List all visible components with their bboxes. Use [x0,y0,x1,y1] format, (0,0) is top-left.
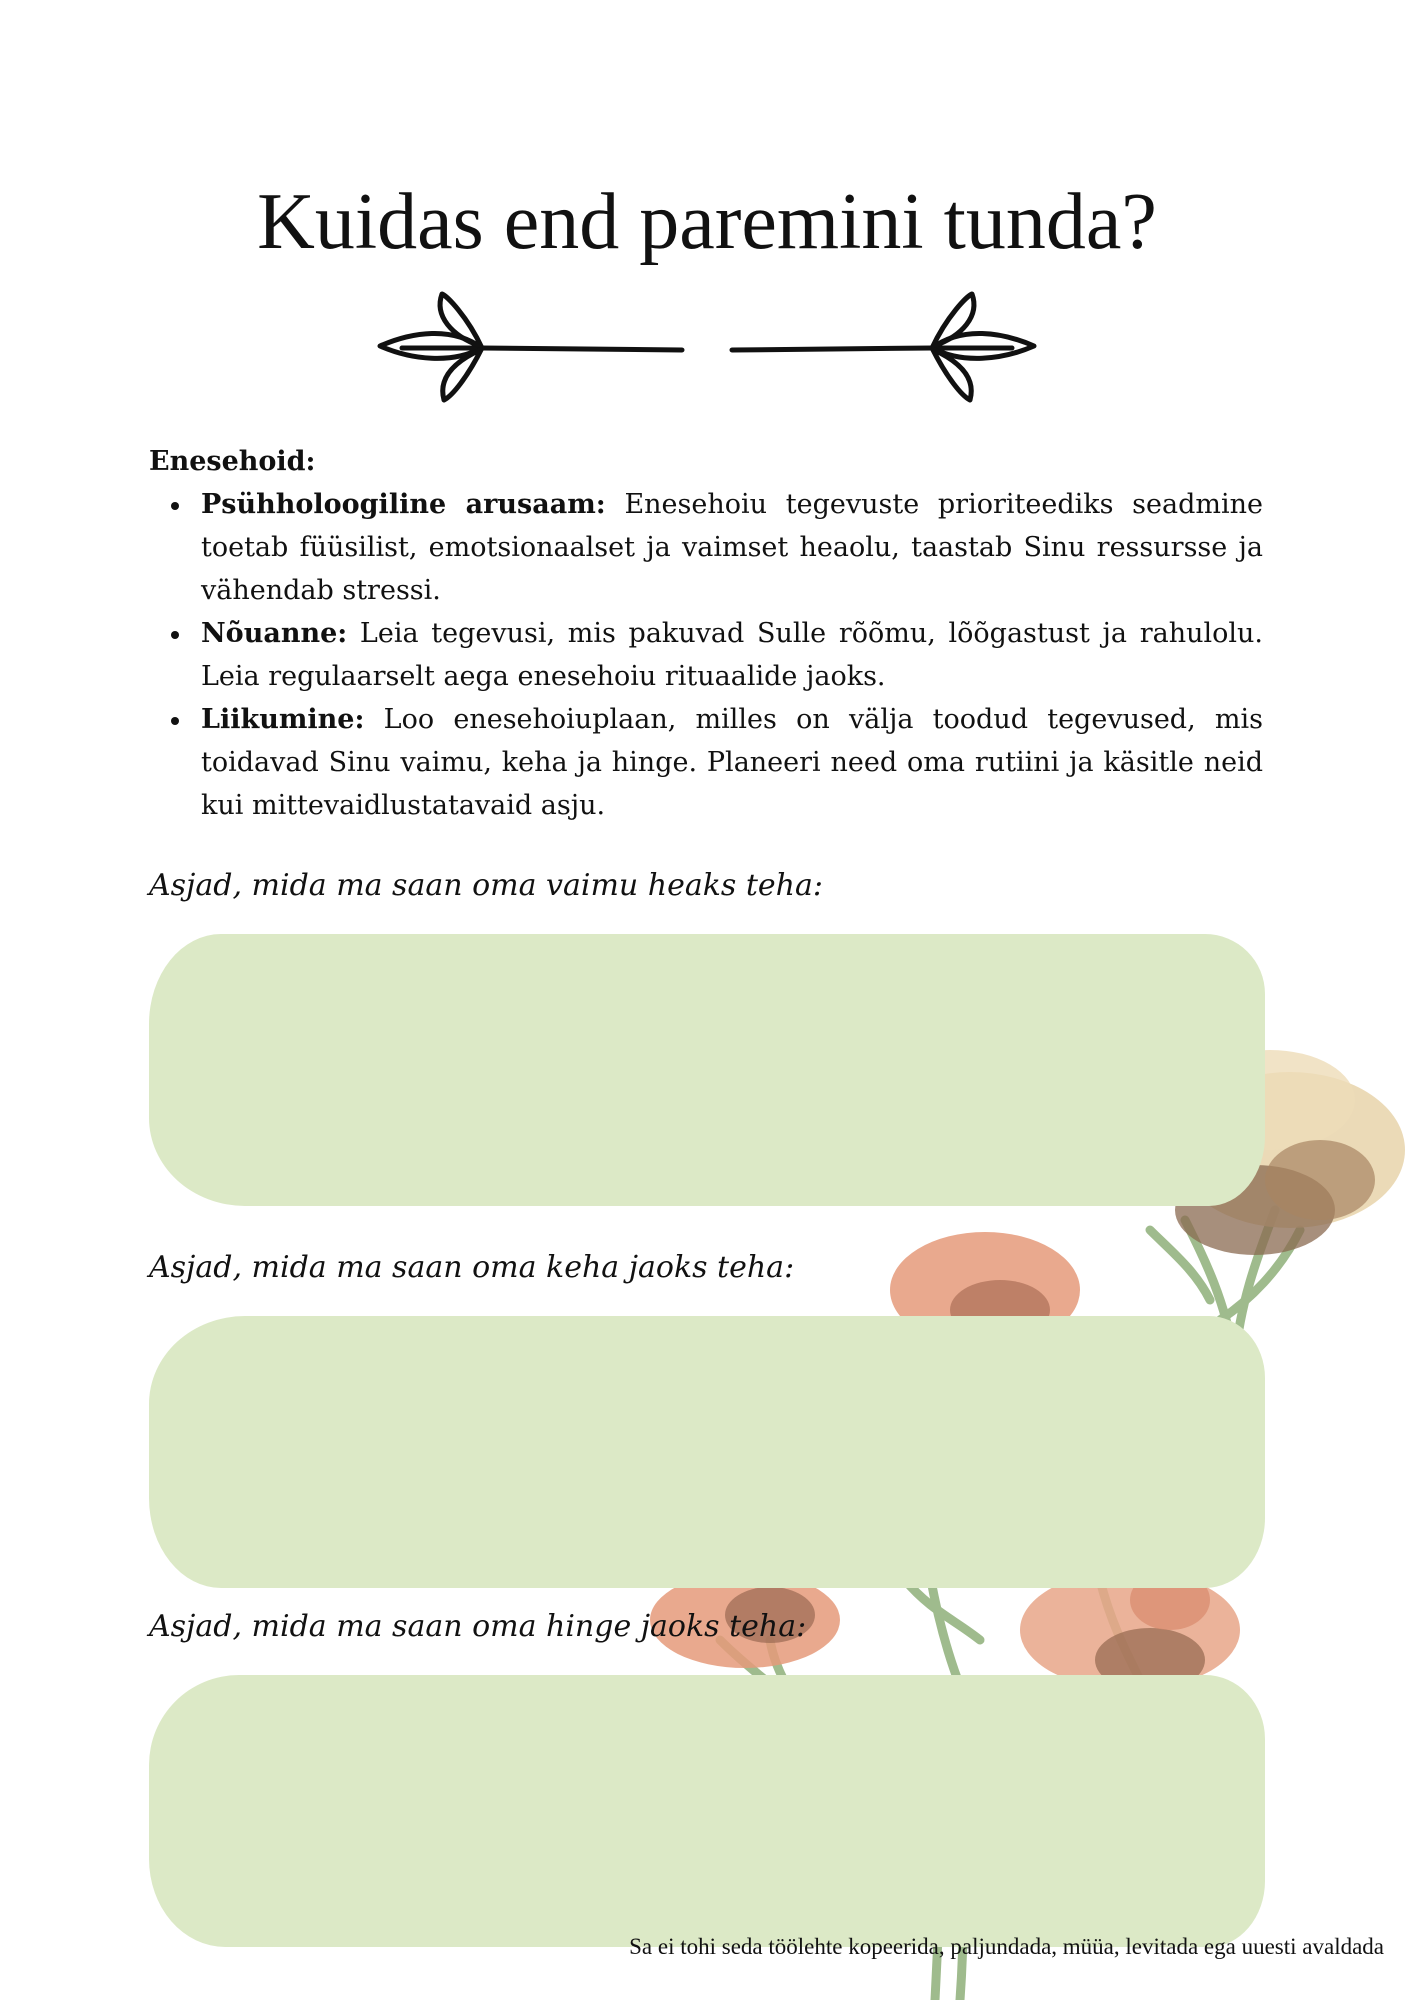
page-title: Kuidas end paremini tunda? [257,178,1157,266]
bullet-text: Leia tegevusi, mis pakuvad Sulle rõõmu, lõõgastust ja rahulolu. Leia regulaarselt aega enesehoiu rituaalide jaoks. [201,618,1263,692]
bullet-text: Loo enesehoiuplaan, milles on välja toodud tegevused, mis toidavad Sinu vaimu, keha ja hinge. Planeeri need oma rutiini ja käsitle neid kui mittevaidlustatavaid asju. [201,704,1263,821]
copyright-notice: Sa ei tohi seda töölehte kopeerida, paljundada, müüa, levitada ega uuesti avaldada [629,1934,1384,1959]
prompt-body: Asjad, mida ma saan oma keha jaoks teha: [149,1250,795,1285]
mind-answer-box[interactable] [149,934,1265,1206]
bullet-term: Nõuanne: [201,618,348,649]
bullet-term: Psühholoogiline arusaam: [201,489,606,520]
prompt-soul: Asjad, mida ma saan oma hinge jaoks teha: [149,1609,807,1644]
body-answer-box[interactable] [149,1316,1265,1588]
soul-answer-box[interactable] [149,1675,1265,1947]
prompt-mind: Asjad, mida ma saan oma vaimu heaks teha: [149,868,823,903]
bullet-text: Enesehoiu tegevuste prioriteediks seadmine toetab füüsilist, emotsionaalset ja vaimset heaolu, taastab Sinu ressursse ja vähendab stressi. [201,489,1263,606]
bullet-term: Liikumine: [201,704,365,735]
section-heading: Enesehoid: [149,446,316,477]
